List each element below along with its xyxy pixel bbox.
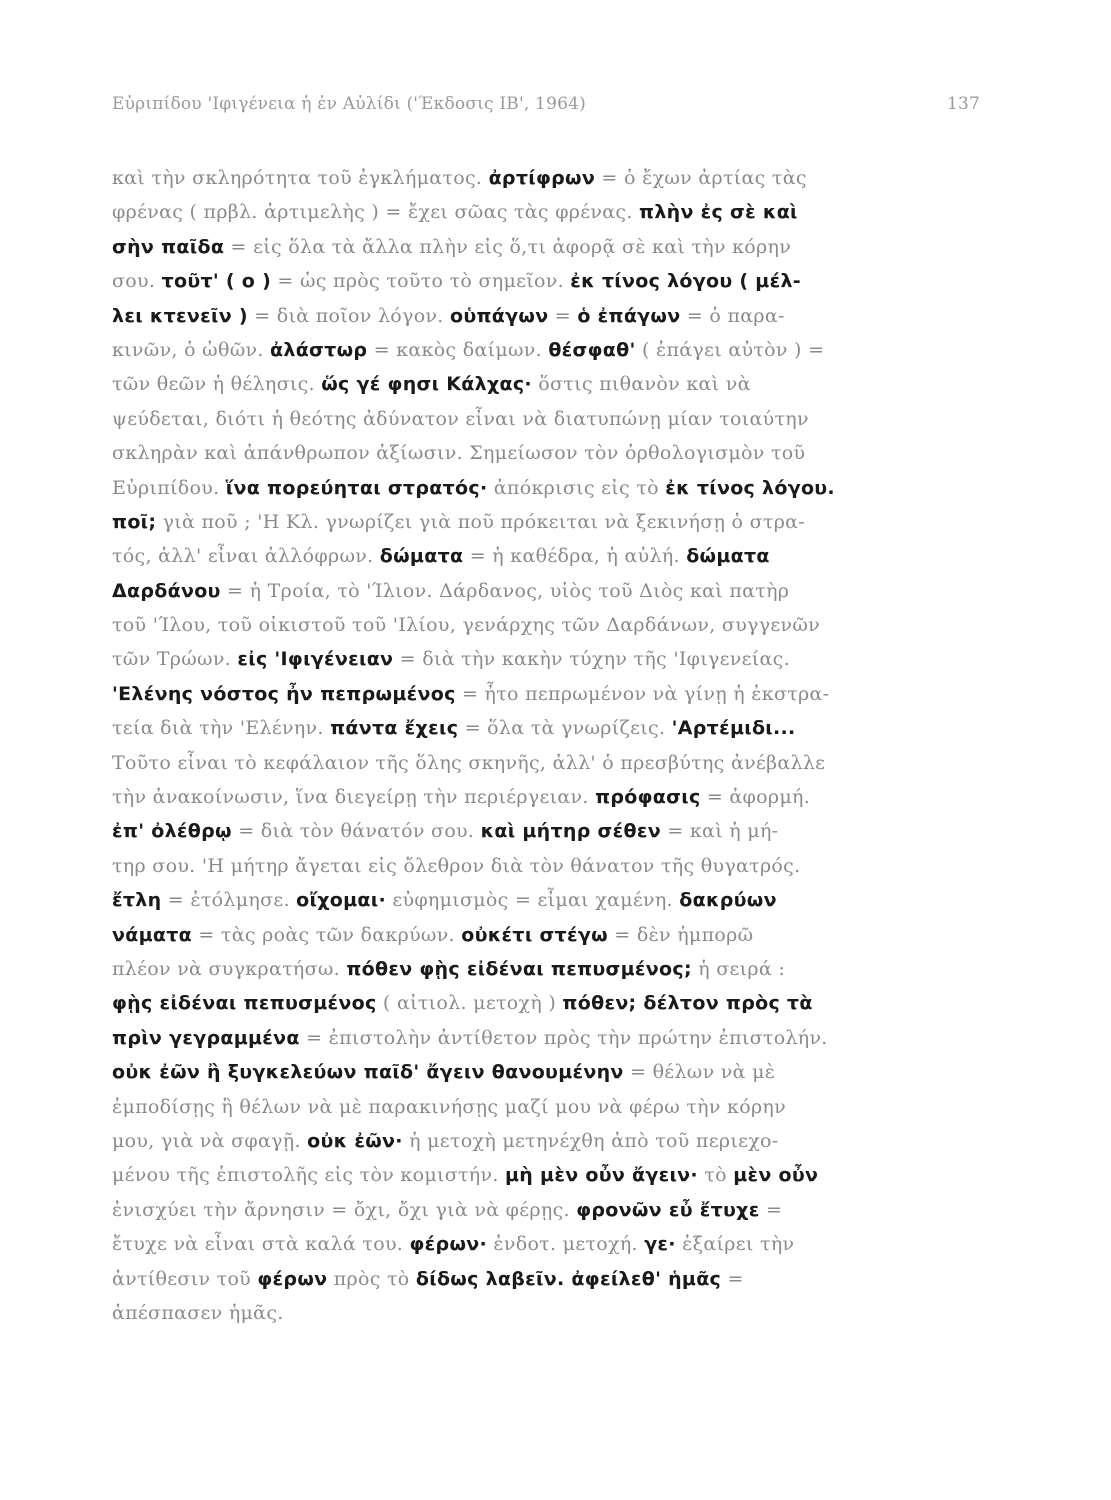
gloss: =	[548, 304, 578, 327]
lemma: πρὶν γεγραμμένα	[112, 1026, 300, 1049]
lemma: Δαρδάνου	[112, 579, 221, 602]
gloss: ἐμποδίσῃς ἢ θέλων νὰ μὲ παρακινήσῃς μαζί μου νὰ φέρω τὴν κόρην	[112, 1095, 786, 1118]
lemma: φέρων	[257, 1267, 328, 1290]
gloss: ( αἰτιολ. μετοχὴ )	[376, 992, 563, 1015]
lemma: μὴ μὲν οὖν ἄγειν·	[505, 1164, 698, 1187]
lemma: μὲν οὖν	[733, 1164, 819, 1187]
text-line	[112, 367, 958, 401]
gloss: τοῦ 'Ίλου, τοῦ οἰκιστοῦ τοῦ 'Ιλίου, γενάρχης τῶν Δαρδάνων, συγγενῶν	[112, 614, 820, 637]
lemma: οὑπάγων	[449, 304, 549, 327]
lemma: πρόφασις	[595, 786, 701, 809]
gloss: ἀπόκρισις εἰς τὸ	[487, 476, 666, 499]
lemma: 'Αρτέμιδι...	[671, 717, 796, 740]
gloss: ἔτυχε νὰ εἶναι στὰ καλά του.	[112, 1233, 410, 1256]
gloss: σου.	[112, 270, 162, 293]
gloss: ψεύδεται, διότι ἡ θεότης ἀδύνατον εἶναι νὰ διατυπώνῃ μίαν τοιαύτην	[112, 407, 809, 430]
gloss: = ἐπιστολὴν ἀντίθετον πρὸς τὴν πρώτην ἐπιστολήν.	[299, 1026, 828, 1049]
text-line	[112, 883, 958, 917]
lemma: ἀρτίφρων	[488, 167, 596, 189]
lemma: φέρων·	[409, 1233, 488, 1256]
gloss: = εἰς ὅλα τὰ ἄλλα πλὴν εἰς ὅ,τι ἀφορᾷ σὲ καὶ τὴν κόρην	[224, 235, 792, 258]
lemma: ὁ ἐπάγων	[577, 304, 681, 327]
text-line	[112, 230, 958, 264]
lemma: πάντα ἔχεις	[330, 717, 459, 740]
gloss: = ὅλα τὰ γνωρίζεις.	[458, 717, 672, 740]
lemma: ὥς γέ φησι Κάλχας·	[321, 373, 532, 396]
lemma: σὴν παῖδα	[112, 235, 225, 258]
gloss: =	[759, 1198, 783, 1221]
gloss: = ἡ καθέδρα, ἡ αὐλή.	[463, 545, 687, 568]
text-line	[112, 574, 958, 608]
page-number: 137	[946, 94, 980, 114]
text-line	[112, 505, 958, 539]
text-line	[112, 1296, 958, 1330]
lemma: καὶ μήτηρ σέθεν	[480, 820, 661, 843]
gloss: τός, ἀλλ' εἶναι ἀλλόφρων.	[112, 545, 380, 568]
gloss: = ἐτόλμησε.	[161, 889, 297, 912]
gloss: τὸ	[697, 1164, 734, 1187]
text-line	[112, 918, 958, 952]
gloss: = διὰ τὴν κακὴν τύχην τῆς 'Ιφιγενείας.	[393, 648, 790, 671]
lemma: φρονῶν εὖ ἔτυχε	[576, 1198, 760, 1221]
gloss: τῶν θεῶν ἡ θέλησις.	[112, 373, 322, 396]
gloss: ἡ σειρά :	[691, 957, 786, 980]
lemma: οἴχομαι·	[296, 889, 386, 912]
lemma: ἐπ' ὀλέθρῳ	[112, 820, 232, 843]
gloss: = ἀφορμή.	[700, 786, 811, 809]
lemma: δώματα	[379, 545, 464, 568]
text-line	[112, 161, 958, 195]
text-line	[112, 677, 958, 711]
text-line	[112, 642, 958, 676]
lemma: ἐκ τίνος λόγου.	[665, 476, 835, 499]
text-line	[112, 1262, 958, 1296]
text-line	[112, 1227, 958, 1261]
gloss: = καὶ ἡ μή-	[660, 820, 779, 843]
gloss: πλέον νὰ συγκρατήσω.	[112, 957, 347, 980]
gloss: = θέλων νὰ μὲ	[623, 1061, 776, 1084]
gloss: μου, γιὰ νὰ σφαγῇ.	[112, 1129, 308, 1152]
text-line	[112, 1193, 958, 1227]
lemma: οὐκ ἐῶν ἢ ξυγκελεύων παῖδ' ἄγειν θανουμένην	[112, 1061, 624, 1084]
text-line	[112, 264, 958, 298]
lemma: ἵνα πορεύηται στρατός·	[225, 476, 488, 499]
text-line	[112, 1021, 958, 1055]
lemma: πλὴν ἐς σὲ καὶ	[639, 201, 798, 224]
text-line	[112, 952, 958, 986]
gloss: = ὁ παρα-	[680, 304, 785, 327]
text-line	[112, 195, 958, 229]
gloss: μένου τῆς ἐπιστολῆς εἰς τὸν κομιστήν.	[112, 1164, 506, 1187]
text-line	[112, 1055, 958, 1089]
lemma: εἰς 'Ιφιγένειαν	[237, 648, 394, 671]
gloss: ἀντίθεσιν τοῦ	[112, 1267, 258, 1290]
gloss: = ἡ Τροία, τὸ 'Ίλιον. Δάρδανος, υἱὸς τοῦ Διὸς καὶ πατὴρ	[220, 579, 790, 602]
gloss: τὴν ἀνακοίνωσιν, ἵνα διεγείρῃ τὴν περιέργειαν.	[112, 786, 596, 809]
lemma: γε·	[644, 1233, 676, 1256]
text-line	[112, 471, 958, 505]
text-line	[112, 986, 958, 1020]
text-line	[112, 402, 958, 436]
running-title: Εὐριπίδου 'Ιφιγένεια ἡ ἐν Αὐλίδι ('Έκδοσις ΙΒ', 1964)	[112, 94, 586, 114]
lemma: ποῖ;	[112, 510, 157, 533]
gloss: = ὁ ἔχων ἀρτίας τὰς	[595, 167, 807, 189]
gloss: = ὡς πρὸς τοῦτο τὸ σημεῖον.	[271, 270, 571, 293]
text-line	[112, 1124, 958, 1158]
text-line	[112, 299, 958, 333]
text-line	[112, 539, 958, 573]
lemma: δώματα	[686, 545, 770, 568]
gloss: τῶν Τρώων.	[112, 648, 238, 671]
gloss: τεία διὰ τὴν 'Ελένην.	[112, 717, 331, 740]
gloss: =	[721, 1267, 744, 1290]
lemma: φῂς εἰδέναι πεπυσμένος	[112, 992, 377, 1015]
gloss: = κακὸς δαίμων.	[367, 338, 549, 361]
lemma: δίδως λαβεῖν. ἀφείλεθ' ἡμᾶς	[415, 1267, 722, 1290]
text-line	[112, 1158, 958, 1192]
running-header	[112, 94, 980, 120]
gloss: σκληρὰν καὶ ἀπάνθρωπον ἀξίωσιν. Σημείωσον τὸν ὀρθολογισμὸν τοῦ	[112, 442, 806, 465]
lemma: οὐκέτι στέγω	[461, 923, 608, 946]
lemma: ἐκ τίνος λόγου ( μέλ-	[570, 270, 801, 293]
gloss: = διὰ ποῖον λόγον.	[247, 304, 450, 327]
text-line	[112, 780, 958, 814]
gloss: Εὐριπίδου.	[112, 476, 226, 499]
lemma: λει κτενεῖν )	[112, 304, 248, 327]
gloss: ἀπέσπασεν ἡμᾶς.	[112, 1301, 284, 1324]
commentary-text	[112, 161, 958, 1330]
gloss: φρένας ( πρβλ. ἀρτιμελὴς ) = ἔχει σῶας τὰς φρένας.	[112, 201, 640, 224]
gloss: ὅστις πιθανὸν καὶ νὰ	[531, 373, 751, 396]
gloss: πρὸς τὸ	[327, 1267, 416, 1290]
gloss: ἐξαίρει τὴν	[675, 1233, 795, 1256]
lemma: 'Ελένης νόστος ἦν πεπρωμένος	[112, 682, 456, 705]
text-line	[112, 608, 958, 642]
gloss: ἐνισχύει τὴν ἄρνησιν = ὄχι, ὄχι γιὰ νὰ φέρῃς.	[112, 1198, 577, 1221]
gloss: Τοῦτο εἶναι τὸ κεφάλαιον τῆς ὅλης σκηνῆς, ἀλλ' ὁ πρεσβύτης ἀνέβαλλε	[112, 751, 826, 774]
lemma: θέσφαθ'	[548, 338, 636, 361]
text-line	[112, 333, 958, 367]
gloss: = δὲν ἠμπορῶ	[607, 923, 754, 946]
gloss: γιὰ ποῦ ; 'Η Κλ. γνωρίζει γιὰ ποῦ πρόκειται νὰ ξεκινήσῃ ὁ στρα-	[156, 510, 806, 533]
gloss: καὶ τὴν σκληρότητα τοῦ ἐγκλήματος.	[112, 167, 489, 189]
gloss: = διὰ τὸν θάνατόν σου.	[231, 820, 481, 843]
text-line	[112, 436, 958, 470]
gloss: εὐφημισμὸς = εἶμαι χαμένη.	[386, 889, 680, 912]
text-line	[112, 746, 958, 780]
gloss: τηρ σου. 'Η μήτηρ ἄγεται εἰς ὄλεθρον διὰ τὸν θάνατον τῆς θυγατρός.	[112, 854, 801, 877]
gloss: κινῶν, ὁ ὠθῶν.	[112, 338, 271, 361]
gloss: = τὰς ροὰς τῶν δακρύων.	[192, 923, 462, 946]
text-line	[112, 1090, 958, 1124]
lemma: νάματα	[112, 923, 193, 946]
text-line	[112, 711, 958, 745]
lemma: ἀλάστωρ	[270, 338, 368, 361]
gloss: ἐνδοτ. μετοχή.	[487, 1233, 645, 1256]
lemma: πόθεν φῂς εἰδέναι πεπυσμένος;	[346, 957, 692, 980]
lemma: ἔτλη	[112, 889, 162, 912]
gloss: = ἦτο πεπρωμένον νὰ γίνῃ ἡ ἐκστρα-	[455, 682, 830, 705]
lemma: δακρύων	[679, 889, 777, 912]
lemma: τοῦτ' ( ο )	[161, 270, 272, 293]
lemma: πόθεν; δέλτον πρὸς τὰ	[562, 992, 813, 1015]
text-line	[112, 814, 958, 848]
gloss: ἡ μετοχὴ μετηνέχθη ἀπὸ τοῦ περιεχο-	[402, 1129, 779, 1152]
lemma: οὐκ ἐῶν·	[307, 1129, 403, 1152]
gloss: ( ἐπάγει αὐτὸν ) =	[635, 338, 825, 361]
text-line	[112, 849, 958, 883]
